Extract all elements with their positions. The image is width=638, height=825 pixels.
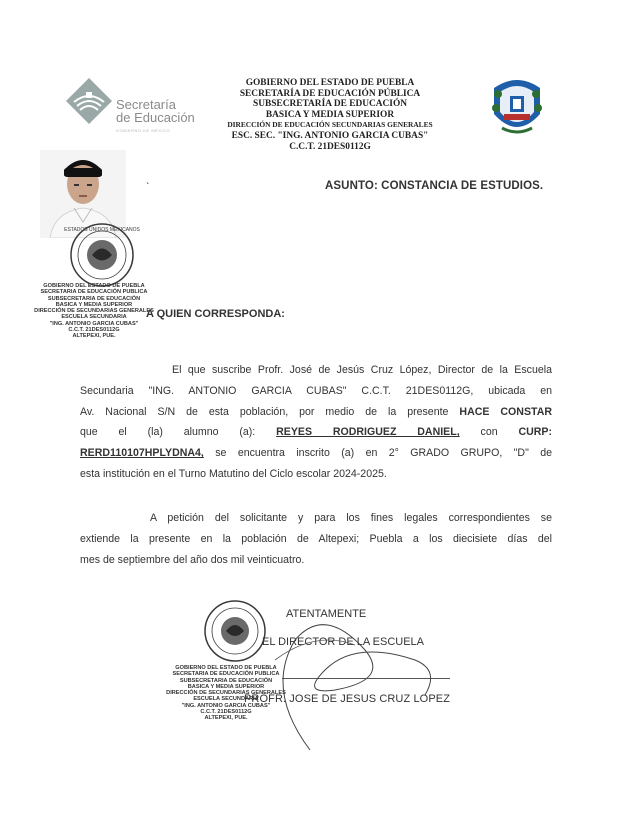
stray-mark: ` — [146, 182, 150, 193]
student-curp: RERD110107HPLYDNA4, — [80, 447, 204, 460]
signer-name: PROFR. JOSE DE JESUS CRUZ LOPEZ — [244, 693, 451, 705]
hace-constar: HACE CONSTAR — [459, 405, 553, 418]
svg-text:ESTADOS UNIDOS MEXICANOS: ESTADOS UNIDOS MEXICANOS — [64, 227, 140, 233]
closing-word: ATENTAMENTE — [286, 608, 367, 620]
header-line: SECRETARÍA DE EDUCACIÓN PÚBLICA — [239, 88, 421, 99]
header-line: BASICA Y MEDIA SUPERIOR — [265, 109, 395, 120]
closing-paragraph: A petición del solicitante y para los fines legales correspondientes se extiende la presente en la población de Altepexi; Puebla a los diecisiete días del mes de septiembre del año dos mil veinticuatro. — [80, 512, 552, 566]
seal-caption: GOBIERNO DEL ESTADO DE PUEBLA SECRETARIA DE EDUCACIÓN PUBLICA SUBSECRETARIA DE EDUCACIÓN BASICA Y MEDIA SUPERIOR DIRECCIÓN DE SECUNDARIAS GENERALES ESCUELA SECUNDARIA "ING. ANTONIO GARCIA CUBAS" C.C.T. 21DES0112G ALTEPEXI, PUE. — [166, 665, 286, 722]
salutation: A QUIEN CORRESPONDA: — [146, 308, 285, 320]
header-line: GOBIERNO DEL ESTADO DE PUEBLA — [245, 78, 415, 88]
school-crest-icon — [488, 74, 546, 138]
header-line: ESC. SEC. "ING. ANTONIO GARCIA CUBAS" — [231, 130, 429, 141]
secretaria-educacion-logo — [66, 78, 196, 138]
letterhead — [180, 78, 480, 152]
official-seal-icon — [62, 222, 142, 288]
student-name: REYES RODRIGUEZ DANIEL, — [276, 426, 460, 439]
certification-paragraph: El que suscribe Profr. José de Jesús Cruz López, Director de la Escuela Secundaria "ING. ANTONIO GARCIA CUBAS" C.C.T. 21DES0112G, ubicada en Av. Nacional S/N de esta población, por medio de la presente HACE CONSTAR que el (la) alumno (a): REYES RODRIGUEZ DANIEL, con CURP: RERD110107HPLYDNA4, se encuentra inscrito (a) en 2° GRADO GRUPO, "D" de esta institución en el Turno Matutino del Ciclo escolar 2024-2025. — [80, 364, 553, 480]
handwritten-signature — [215, 600, 445, 760]
header-line: DIRECCIÓN DE EDUCACIÓN SECUNDARIAS GENERALES — [227, 120, 433, 130]
signer-role: EL DIRECTOR DE LA ESCUELA — [262, 636, 424, 648]
logo-text: Secretaría de Educación — [116, 97, 195, 125]
seal-caption: GOBIERNO DEL ESTADO DE PUEBLA SECRETARIA DE EDUCACIÓN PUBLICA SUBSECRETARIA DE EDUCACIÓN BASICA Y MEDIA SUPERIOR DIRECCIÓN DE SECUNDARIAS GENERALES ESCUELA SECUNDARIA "ING. ANTONIO GARCIA CUBAS" C.C.T. 21DES0112G ALTEPEXI, PUE. — [34, 283, 154, 340]
logo-subtitle: GOBIERNO DE MÉXICO — [116, 128, 171, 133]
header-line: SUBSECRETARÍA DE EDUCACIÓN — [252, 99, 408, 110]
logo-emblem-icon — [66, 78, 112, 124]
subject-line: ASUNTO: CONSTANCIA DE ESTUDIOS. — [325, 180, 544, 192]
header-line: C.C.T. 21DES0112G — [289, 141, 371, 152]
